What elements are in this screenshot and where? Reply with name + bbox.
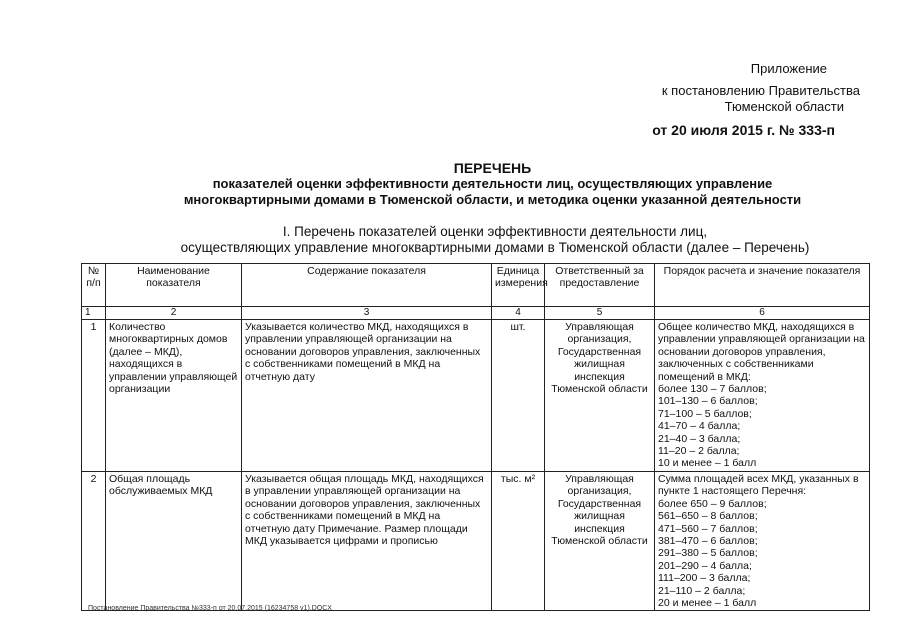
doc-subtitle-line2: многоквартирными домами в Тюменской области, и методика оценки указанной деятельности [183, 192, 802, 207]
appendix-date-number: от 20 июля 2015 г. № 333-п [652, 122, 835, 138]
calc-scale-item: 10 и менее – 1 балл [658, 457, 757, 470]
row-unit: шт. [492, 320, 545, 472]
col-number: 5 [545, 307, 655, 320]
row-responsible: Управляющая организация, Государственная жилищная инспекция Тюменской области [545, 471, 655, 610]
calc-scale-item: 101–130 – 6 баллов; [658, 395, 758, 408]
calc-scale-list [658, 498, 866, 610]
calc-intro: Общее количество МКД, находящихся в управлении управляющей организации на основании договоров управления, заключенных с собственниками помещений в МКД: [658, 321, 865, 383]
row-content: Указывается общая площадь МКД, находящихся в управлении управляющей организации на основании договоров управления, заключенных с собственниками помещений в МКД на отчетную дату Примечание. Размер площади МКД указывается цифрами и прописью [242, 471, 492, 610]
appendix-ref-line: к постановлению Правительства [661, 83, 860, 98]
row-num: 1 [82, 320, 106, 472]
calc-scale-item: 21–40 – 3 балла; [658, 432, 741, 445]
doc-title: ПЕРЕЧЕНЬ [453, 160, 532, 176]
col-number: 4 [492, 307, 545, 320]
table-header-row [82, 264, 870, 307]
calc-scale-item: более 130 – 7 баллов; [658, 383, 767, 396]
calc-scale-item: 71–100 – 5 баллов; [658, 407, 752, 420]
row-num: 2 [82, 471, 106, 610]
document-footer: Постановление Правительства №333-п от 20.07.2015 (16234758 v1).DOCX [88, 605, 332, 612]
section-heading-line1: I. Перечень показателей оценки эффективности деятельности лиц, [282, 224, 708, 239]
calc-scale-item: 111–200 – 3 балла; [658, 572, 751, 585]
calc-scale-item: 20 и менее – 1 балл [658, 596, 757, 609]
appendix-label: Приложение [750, 61, 827, 76]
column-number-row [82, 307, 870, 320]
section-heading-line2: осуществляющих управление многоквартирными домами в Тюменской области (далее – Перечень) [180, 240, 810, 255]
col-number: 3 [242, 307, 492, 320]
appendix-region: Тюменской области [724, 99, 844, 114]
calc-scale-item: 291–380 – 5 баллов; [658, 547, 758, 560]
row-responsible: Управляющая организация, Государственная жилищная инспекция Тюменской области [545, 320, 655, 472]
calc-scale-item: 11–20 – 2 балла; [658, 445, 740, 458]
calc-scale-item: 41–70 – 4 балла; [658, 420, 741, 433]
calc-scale-list [658, 383, 866, 470]
table-row [82, 471, 870, 610]
header-unit: Единица измерения [492, 264, 545, 307]
calc-scale-item: 561–650 – 8 баллов; [658, 510, 758, 523]
header-responsible: Ответственный за предоставление [545, 264, 655, 307]
header-content: Содержание показателя [242, 264, 492, 307]
calc-intro: Сумма площадей всех МКД, указанных в пункте 1 настоящего Перечня: [658, 472, 859, 498]
row-calc [655, 320, 870, 472]
row-content: Указывается количество МКД, находящихся в управлении управляющей организации на основании договоров управления, заключенных с собственниками помещений в МКД на отчетную дату [242, 320, 492, 472]
calc-scale-item: 201–290 – 4 балла; [658, 559, 752, 572]
calc-scale-item: 381–470 – 6 баллов; [658, 534, 758, 547]
col-number: 1 [82, 307, 106, 320]
row-calc [655, 471, 870, 610]
table-row [82, 320, 870, 472]
calc-scale-item: 21–110 – 2 балла; [658, 584, 746, 597]
row-unit: тыс. м² [492, 471, 545, 610]
col-number: 6 [655, 307, 870, 320]
calc-scale-item: 471–560 – 7 баллов; [658, 522, 758, 535]
calc-scale-item: более 650 – 9 баллов; [658, 497, 767, 510]
header-num: № п/п [82, 264, 106, 307]
header-calc: Порядок расчета и значение показателя [655, 264, 870, 307]
row-name: Общая площадь обслуживаемых МКД [106, 471, 242, 610]
doc-subtitle-line1: показателей оценки эффективности деятельности лиц, осуществляющих управление [212, 176, 773, 191]
indicators-table [81, 263, 870, 611]
header-name: Наименование показателя [106, 264, 242, 307]
col-number: 2 [106, 307, 242, 320]
row-name: Количество многоквартирных домов (далее – МКД), находящихся в управлении управляющей организации [106, 320, 242, 472]
